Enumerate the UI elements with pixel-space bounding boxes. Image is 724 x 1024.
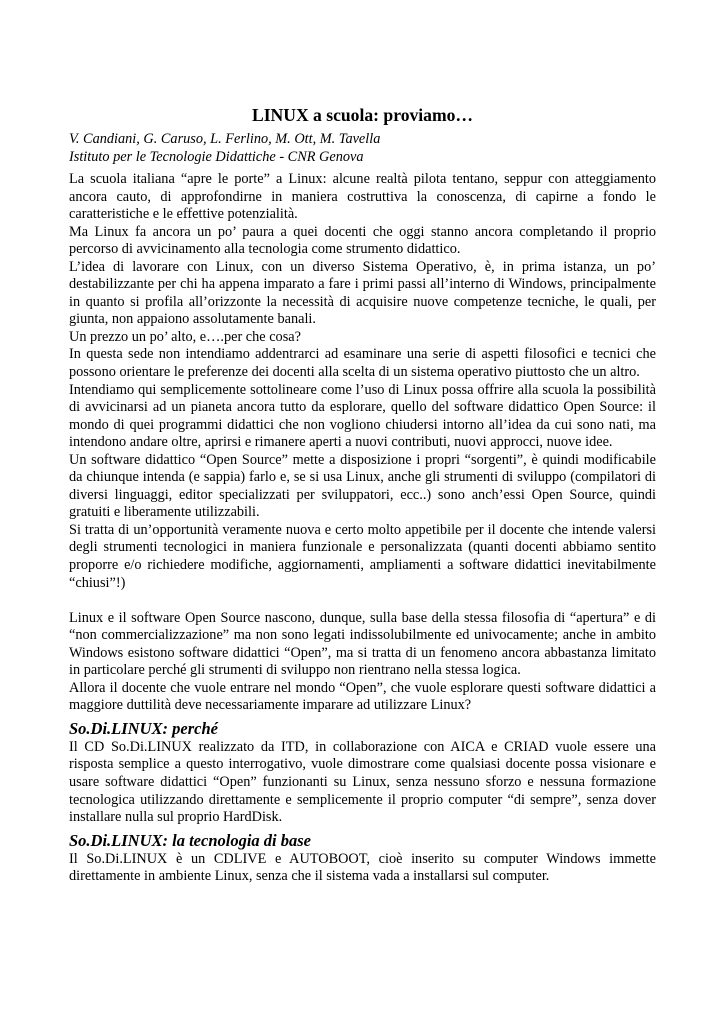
document-title: LINUX a scuola: proviamo… <box>251 105 474 125</box>
paragraph: L’idea di lavorare con Linux, con un diverso Sistema Operativo, è, in prima istanza, un po’ destabilizzante per chi ha appena imparato a fare i primi passi all’interno di Windows, principalmente in quanto si profila all’orizzonte la necessità di acquisire nuove competenze tecniche, le quali, per giunta, non appaiono assolutamente banali. <box>69 258 656 328</box>
authors-line: V. Candiani, G. Caruso, L. Ferlino, M. Ott, M. Tavella <box>69 131 381 147</box>
section-heading: So.Di.LINUX: perché <box>69 718 218 738</box>
paragraph: Linux e il software Open Source nascono, dunque, sulla base della stessa filosofia di “apertura” e di “non commercializzazione” ma non sono legati indissolubilmente ed univocamente; anche in ambito Windows esistono software didattici “Open”, ma si tratta di un fenomeno ancora abbastanza limitato in particolare perché gli strumenti di sviluppo non rientrano nella stessa logica. <box>69 609 656 679</box>
section-heading: So.Di.LINUX: la tecnologia di base <box>69 830 311 850</box>
paragraph: Un software didattico “Open Source” mette a disposizione i propri “sorgenti”, è quindi modificabile da chiunque intenda (e sappia) farlo e, se si usa Linux, anche gli strumenti di sviluppo (compilatori di diversi linguaggi, editor specializzati per sviluppatori, ecc..) sono anch’essi Open Source, quindi gratuiti e liberamente utilizzabili. <box>69 451 656 521</box>
byline <box>69 131 656 166</box>
section-perche <box>69 718 656 827</box>
paragraph: Intendiamo qui semplicemente sottolineare come l’uso di Linux possa offrire alla scuola la possibilità di avvicinarsi ad un pianeta ancora tutto da esplorare, quello del software didattico Open Source: il mondo di quei programmi didattici che non vogliono chiudersi intorno all’idea da cui sono nati, ma intendono andare oltre, aprirsi e rimanere aperti a nuovi contributi, nuovi approcci, nuove idee. <box>69 381 656 451</box>
body-section <box>69 610 656 715</box>
paragraph: La scuola italiana “apre le porte” a Linux: alcune realtà pilota tentano, seppur con atteggiamento ancora cauto, di approfondirne in maniera costruttiva la conoscenza, di capirne a fondo le caratteristiche e le effettive potenzialità. <box>69 171 656 223</box>
paragraph: Un prezzo un po’ alto, e….per che cosa? <box>69 328 301 345</box>
paragraph: Ma Linux fa ancora un po’ paura a quei docenti che oggi stanno ancora completando il proprio percorso di avvicinamento alla tecnologia come strumento didattico. <box>69 223 656 258</box>
paragraph: In questa sede non intendiamo addentrarci ad esaminare una serie di aspetti filosofici e tecnici che possono orientare le preferenze dei docenti alla scelta di un sistema operativo piuttosto che un altro. <box>69 346 656 381</box>
paragraph: Si tratta di un’opportunità veramente nuova e certo molto appetibile per il docente che intende valersi degli strumenti tecnologici in maniera funzionale e personalizzata (quanti docenti abbiamo sentito proporre e/o richiedere modifiche, aggiornamenti, ampliamenti a software didattici inevitabilmente “chiusi”!) <box>69 521 656 591</box>
paragraph: Allora il docente che vuole entrare nel mondo “Open”, che vuole esplorare questi software didattici a maggiore duttilità deve necessariamente imparare ad utilizzare Linux? <box>69 679 656 714</box>
institute-line: Istituto per le Tecnologie Didattiche - CNR Genova <box>69 148 364 165</box>
paragraph: Il CD So.Di.LINUX realizzato da ITD, in collaborazione con AICA e CRIAD vuole essere una risposta semplice a questo interrogativo, vuole dimostrare come qualsiasi docente possa visionare e usare software didattici “Open” funzionanti su Linux, senza nessuno sforzo e nessuna formazione tecnologica utilizzando direttamente e semplicemente il proprio computer “di sempre”, senza dover installare nulla sul proprio HardDisk. <box>69 738 656 826</box>
document-page <box>69 104 656 886</box>
intro-section <box>69 171 656 592</box>
paragraph: Il So.Di.LINUX è un CDLIVE e AUTOBOOT, cioè inserito su computer Windows immette direttamente in ambiente Linux, senza che il sistema vada a installarsi sul computer. <box>69 850 656 885</box>
section-tecnologia <box>69 830 656 886</box>
blank-line <box>69 592 656 610</box>
